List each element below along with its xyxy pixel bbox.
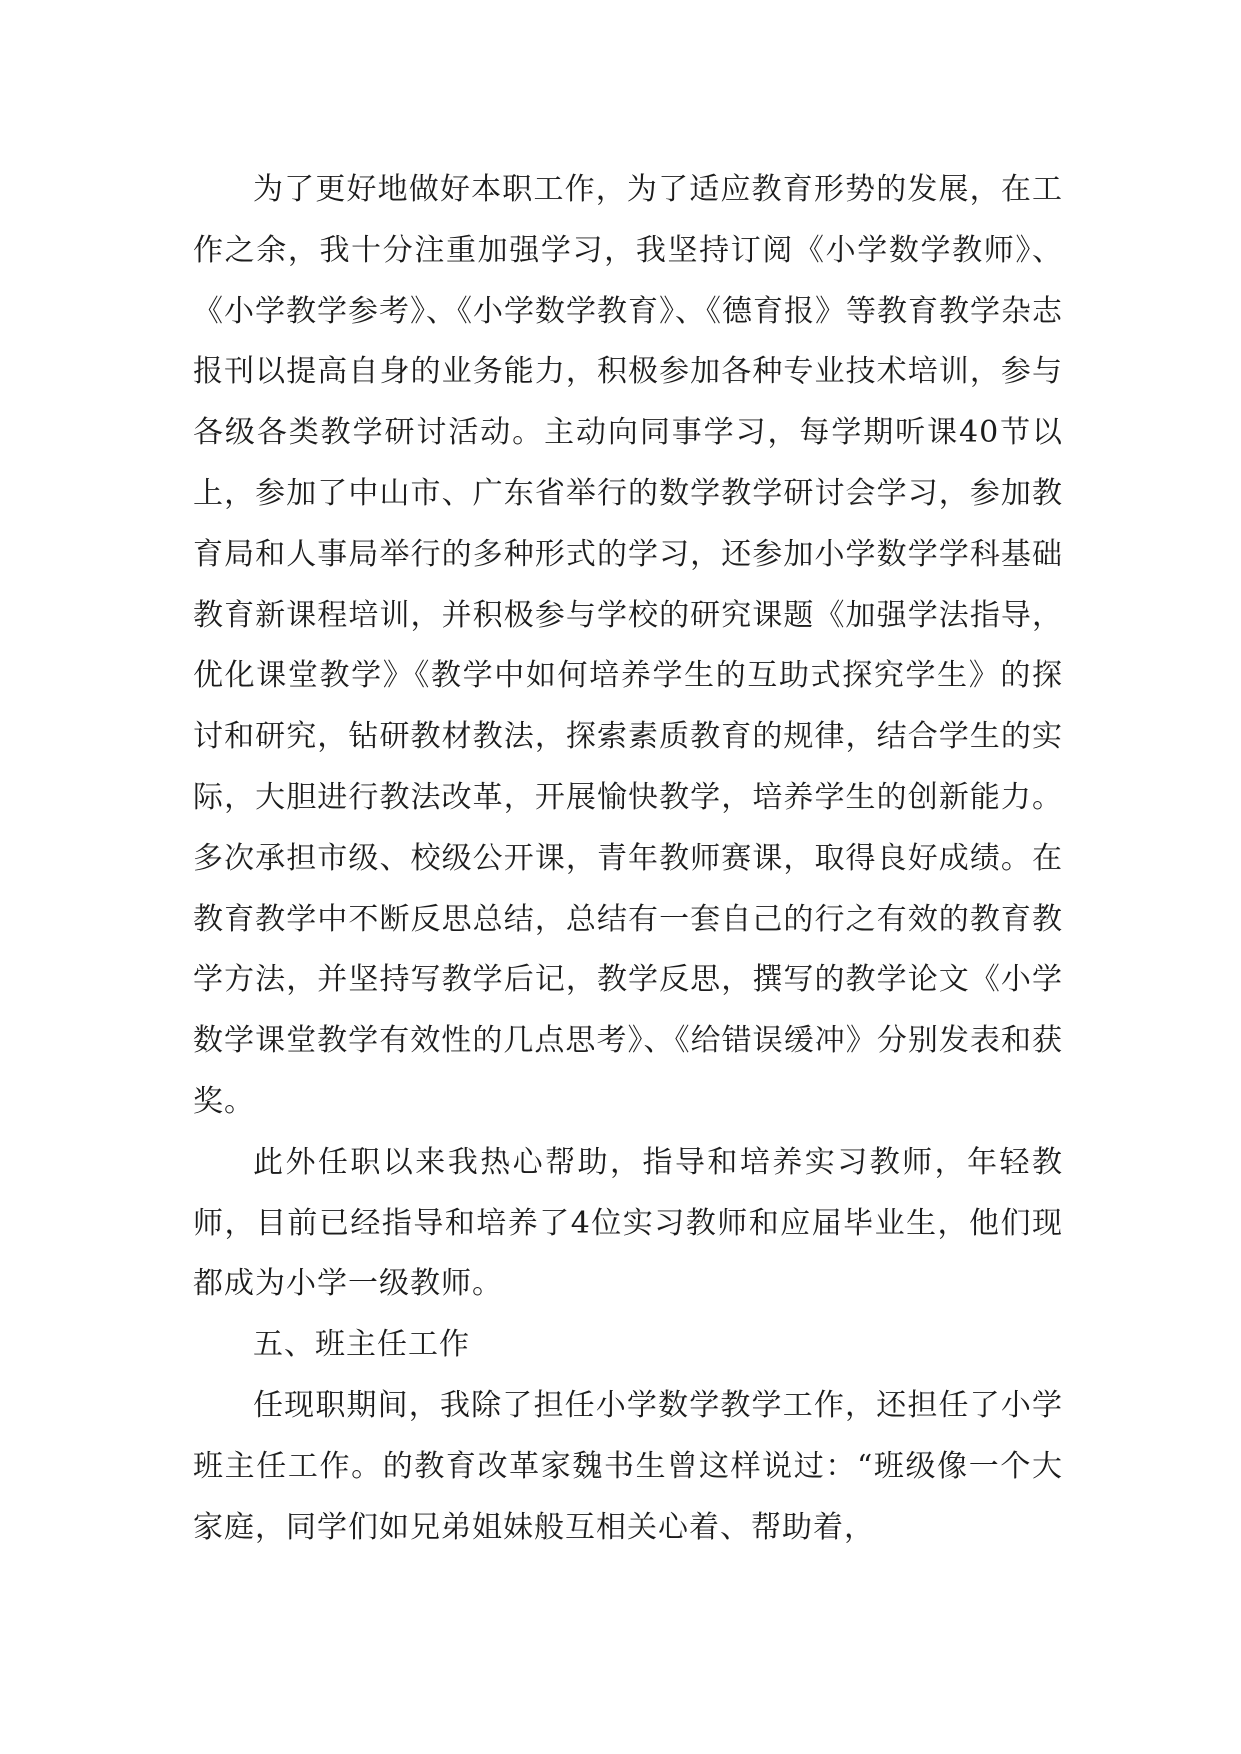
paragraph-class-teacher-work: 任现职期间，我除了担任小学数学教学工作，还担任了小学班主任工作。的教育改革家魏书生曾这样说过：“班级像一个大家庭，同学们如兄弟姐妹般互相关心着、帮助着， <box>193 1387 1063 1545</box>
paragraph-mentoring-teachers: 此外任职以来我热心帮助，指导和培养实习教师，年轻教师，目前已经指导和培养了4位实习教师和应届毕业生，他们现都成为小学一级教师。 <box>193 1144 1063 1302</box>
document-body <box>193 160 1063 1558</box>
paragraph-study-and-training: 为了更好地做好本职工作，为了适应教育形势的发展，在工作之余，我十分注重加强学习，我坚持订阅《小学数学教师》、《小学教学参考》、《小学数学教育》、《德育报》等教育教学杂志报刊以提高自身的业务能力，积极参加各种专业技术培训，参与各级各类教学研讨活动。主动向同事学习，每学期听课40节以上，参加了中山市、广东省举行的数学教学研讨会学习，参加教育局和人事局举行的多种形式的学习，还参加小学数学学科基础教育新课程培训，并积极参与学校的研究课题《加强学法指导，优化课堂教学》《教学中如何培养学生的互助式探究学生》的探讨和研究，钻研教材教法，探索素质教育的规律，结合学生的实际，大胆进行教法改革，开展愉快教学，培养学生的创新能力。多次承担市级、校级公开课，青年教师赛课，取得良好成绩。在教育教学中不断反思总结，总结有一套自己的行之有效的教育教学方法，并坚持写教学后记，教学反思，撰写的教学论文《小学数学课堂教学有效性的几点思考》、《给错误缓冲》分别发表和获奖。 <box>193 172 1063 1119</box>
section-heading-class-teacher-work: 五、班主任工作 <box>253 1327 470 1363</box>
